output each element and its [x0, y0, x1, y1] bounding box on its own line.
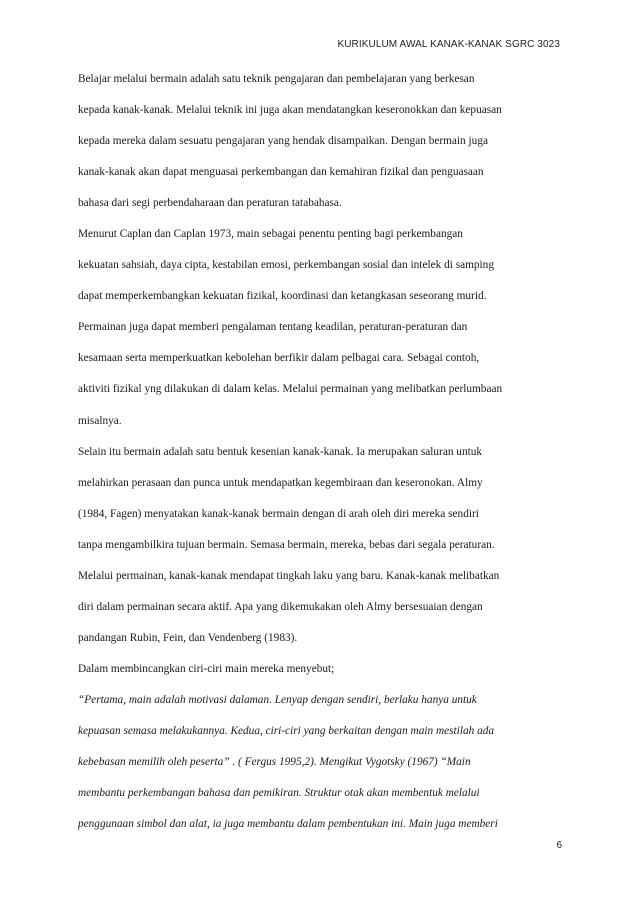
body-line: kesamaan serta memperkuatkan kebolehan berfikir dalam pelbagai cara. Sebagai contoh,: [78, 352, 480, 365]
body-line: Melalui permainan, kanak-kanak mendapat tingkah laku yang baru. Kanak-kanak melibatkan: [78, 569, 500, 582]
body-line: kepada kanak-kanak. Melalui teknik ini juga akan mendatangkan keseronokkan dan kepuasan: [78, 104, 502, 117]
body-line: kepada mereka dalam sesuatu pengajaran yang hendak disampaikan. Dengan bermain juga: [78, 135, 488, 148]
body-line: misalnya.: [78, 414, 122, 427]
body-line: (1984, Fagen) menyatakan kanak-kanak bermain dengan di arah oleh diri mereka sendiri: [78, 507, 479, 520]
page-number: 6: [556, 840, 562, 851]
body-line: Menurut Caplan dan Caplan 1973, main sebagai penentu penting bagi perkembangan: [78, 228, 463, 241]
body-line: aktiviti fizikal yng dilakukan di dalam kelas. Melalui permainan yang melibatkan perlumbaan: [78, 383, 503, 396]
body-line: diri dalam permainan secara aktif. Apa yang dikemukakan oleh Almy bersesuaian dengan: [78, 600, 483, 613]
document-body: [78, 64, 566, 840]
body-line: Belajar melalui bermain adalah satu teknik pengajaran dan pembelajaran yang berkesan: [78, 73, 475, 85]
body-line: tanpa mengambilkira tujuan bermain. Semasa bermain, mereka, bebas dari segala peraturan.: [78, 538, 495, 551]
body-line: Selain itu bermain adalah satu bentuk kesenian kanak-kanak. Ia merupakan saluran untuk: [78, 445, 483, 458]
body-line: Dalam membincangkan ciri-ciri main mereka menyebut;: [78, 662, 335, 675]
body-line: Permainan juga dapat memberi pengalaman tentang keadilan, peraturan-peraturan dan: [78, 321, 468, 334]
body-line: “Pertama, main adalah motivasi dalaman. Lenyap dengan sendiri, berlaku hanya untuk: [78, 693, 477, 706]
body-line: kebebasan memilih oleh peserta” . ( Fergus 1995,2). Mengikut Vygotsky (1967) “Main: [78, 756, 471, 769]
body-line: dapat memperkembangkan kekuatan fizikal, koordinasi dan ketangkasan seseorang murid.: [78, 290, 487, 303]
body-line: bahasa dari segi perbendaharaan dan peraturan tatabahasa.: [78, 197, 342, 210]
body-line: penggunaan simbol dan alat, ia juga membantu dalam pembentukan ini. Main juga memberi: [78, 818, 498, 831]
body-line: kepuasan semasa melakukannya. Kedua, ciri-ciri yang berkaitan dengan main mestilah ada: [78, 724, 495, 737]
body-line: pandangan Rubin, Fein, dan Vendenberg (1983).: [78, 631, 298, 644]
running-header: KURIKULUM AWAL KANAK-KANAK SGRC 3023: [337, 39, 560, 50]
body-line: membantu perkembangan bahasa dan pemikiran. Struktur otak akan membentuk melalui: [78, 787, 480, 800]
body-line: kekuatan sahsiah, daya cipta, kestabilan emosi, perkembangan sosial dan intelek di samping: [78, 259, 494, 272]
body-line: kanak-kanak akan dapat menguasai perkembangan dan kemahiran fizikal dan penguasaan: [78, 166, 484, 179]
body-line: melahirkan perasaan dan punca untuk mendapatkan kegembiraan dan keseronokan. Almy: [78, 476, 483, 489]
